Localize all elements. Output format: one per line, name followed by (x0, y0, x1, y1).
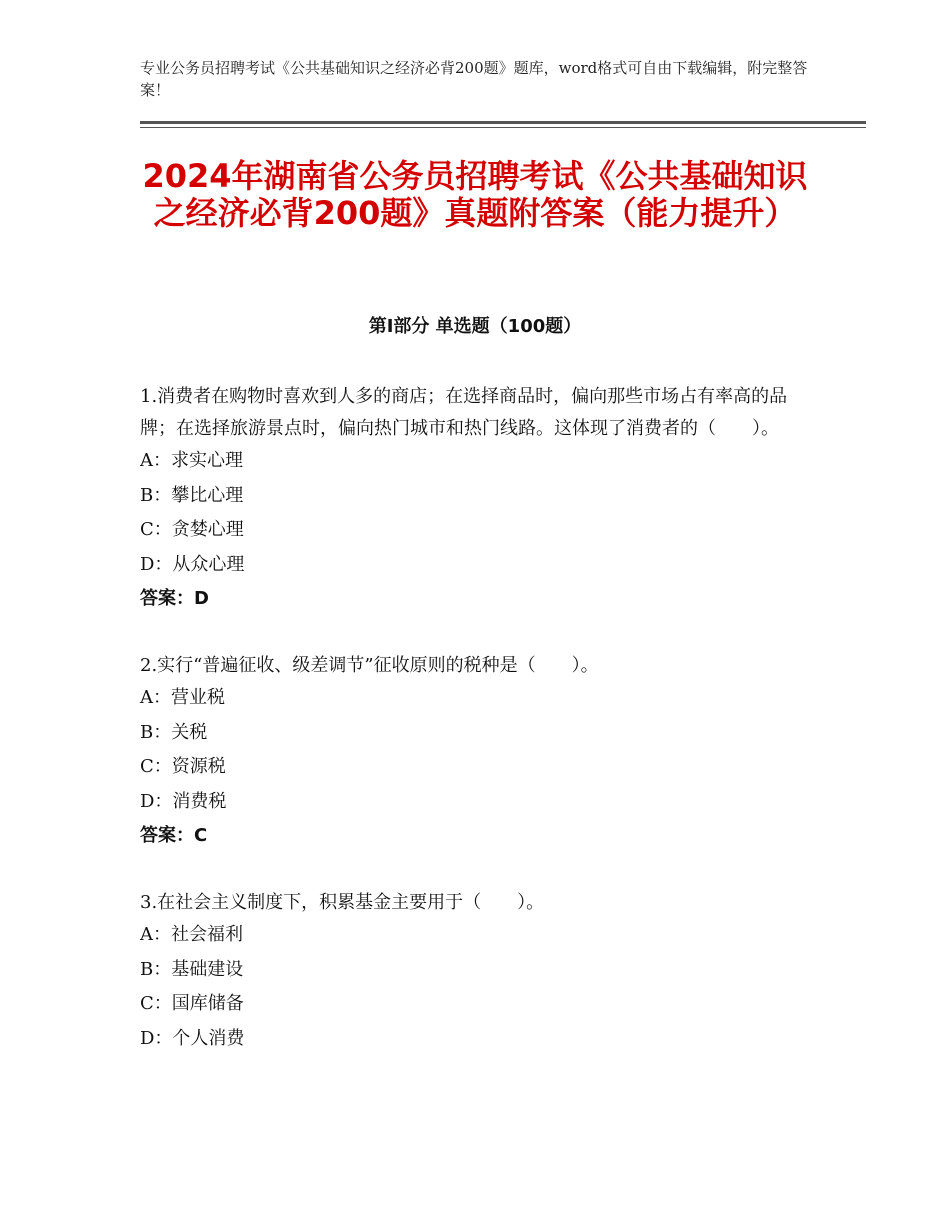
option-b: B：基础建设 (140, 958, 244, 980)
question-2 (140, 650, 810, 854)
document-title: 2024年湖南省公务员招聘考试《公共基础知识之经济必背200题》真题附答案（能力提升） (142, 157, 808, 232)
option-a: A：求实心理 (140, 450, 243, 471)
question-1 (140, 381, 810, 617)
option-a: A：社会福利 (140, 924, 243, 945)
option-b: B：关税 (140, 721, 208, 743)
header-note: 专业公务员招聘考试《公共基础知识之经济必背200题》题库，word格式可自由下载编辑，附完整答案！ (140, 59, 808, 99)
section-title: 第I部分 单选题（100题） (368, 316, 582, 337)
option-d: D：个人消费 (140, 1027, 245, 1049)
option-d: D：消费税 (140, 790, 227, 812)
option-c: C：贪婪心理 (140, 519, 244, 540)
header-divider-thick (140, 121, 866, 124)
option-c: C：国库储备 (140, 993, 244, 1014)
option-a: A：营业税 (140, 687, 225, 708)
answer: 答案：C (140, 825, 208, 846)
option-c: C：资源税 (140, 756, 226, 777)
question-stem: 1.消费者在购物时喜欢到人多的商店；在选择商品时，偏向那些市场占有率高的品牌；在选择旅游景点时，偏向热门城市和热门线路。这体现了消费者的（ ）。 (140, 386, 788, 439)
option-b: B：攀比心理 (140, 484, 244, 506)
option-d: D：从众心理 (140, 553, 245, 575)
question-3 (140, 887, 810, 1057)
question-list (140, 381, 810, 1089)
answer: 答案：D (140, 588, 209, 609)
header-divider-thin (140, 127, 866, 128)
question-stem: 3.在社会主义制度下，积累基金主要用于（ ）。 (140, 891, 545, 913)
question-stem: 2.实行“普遍征收、级差调节”征收原则的税种是（ ）。 (140, 654, 599, 676)
